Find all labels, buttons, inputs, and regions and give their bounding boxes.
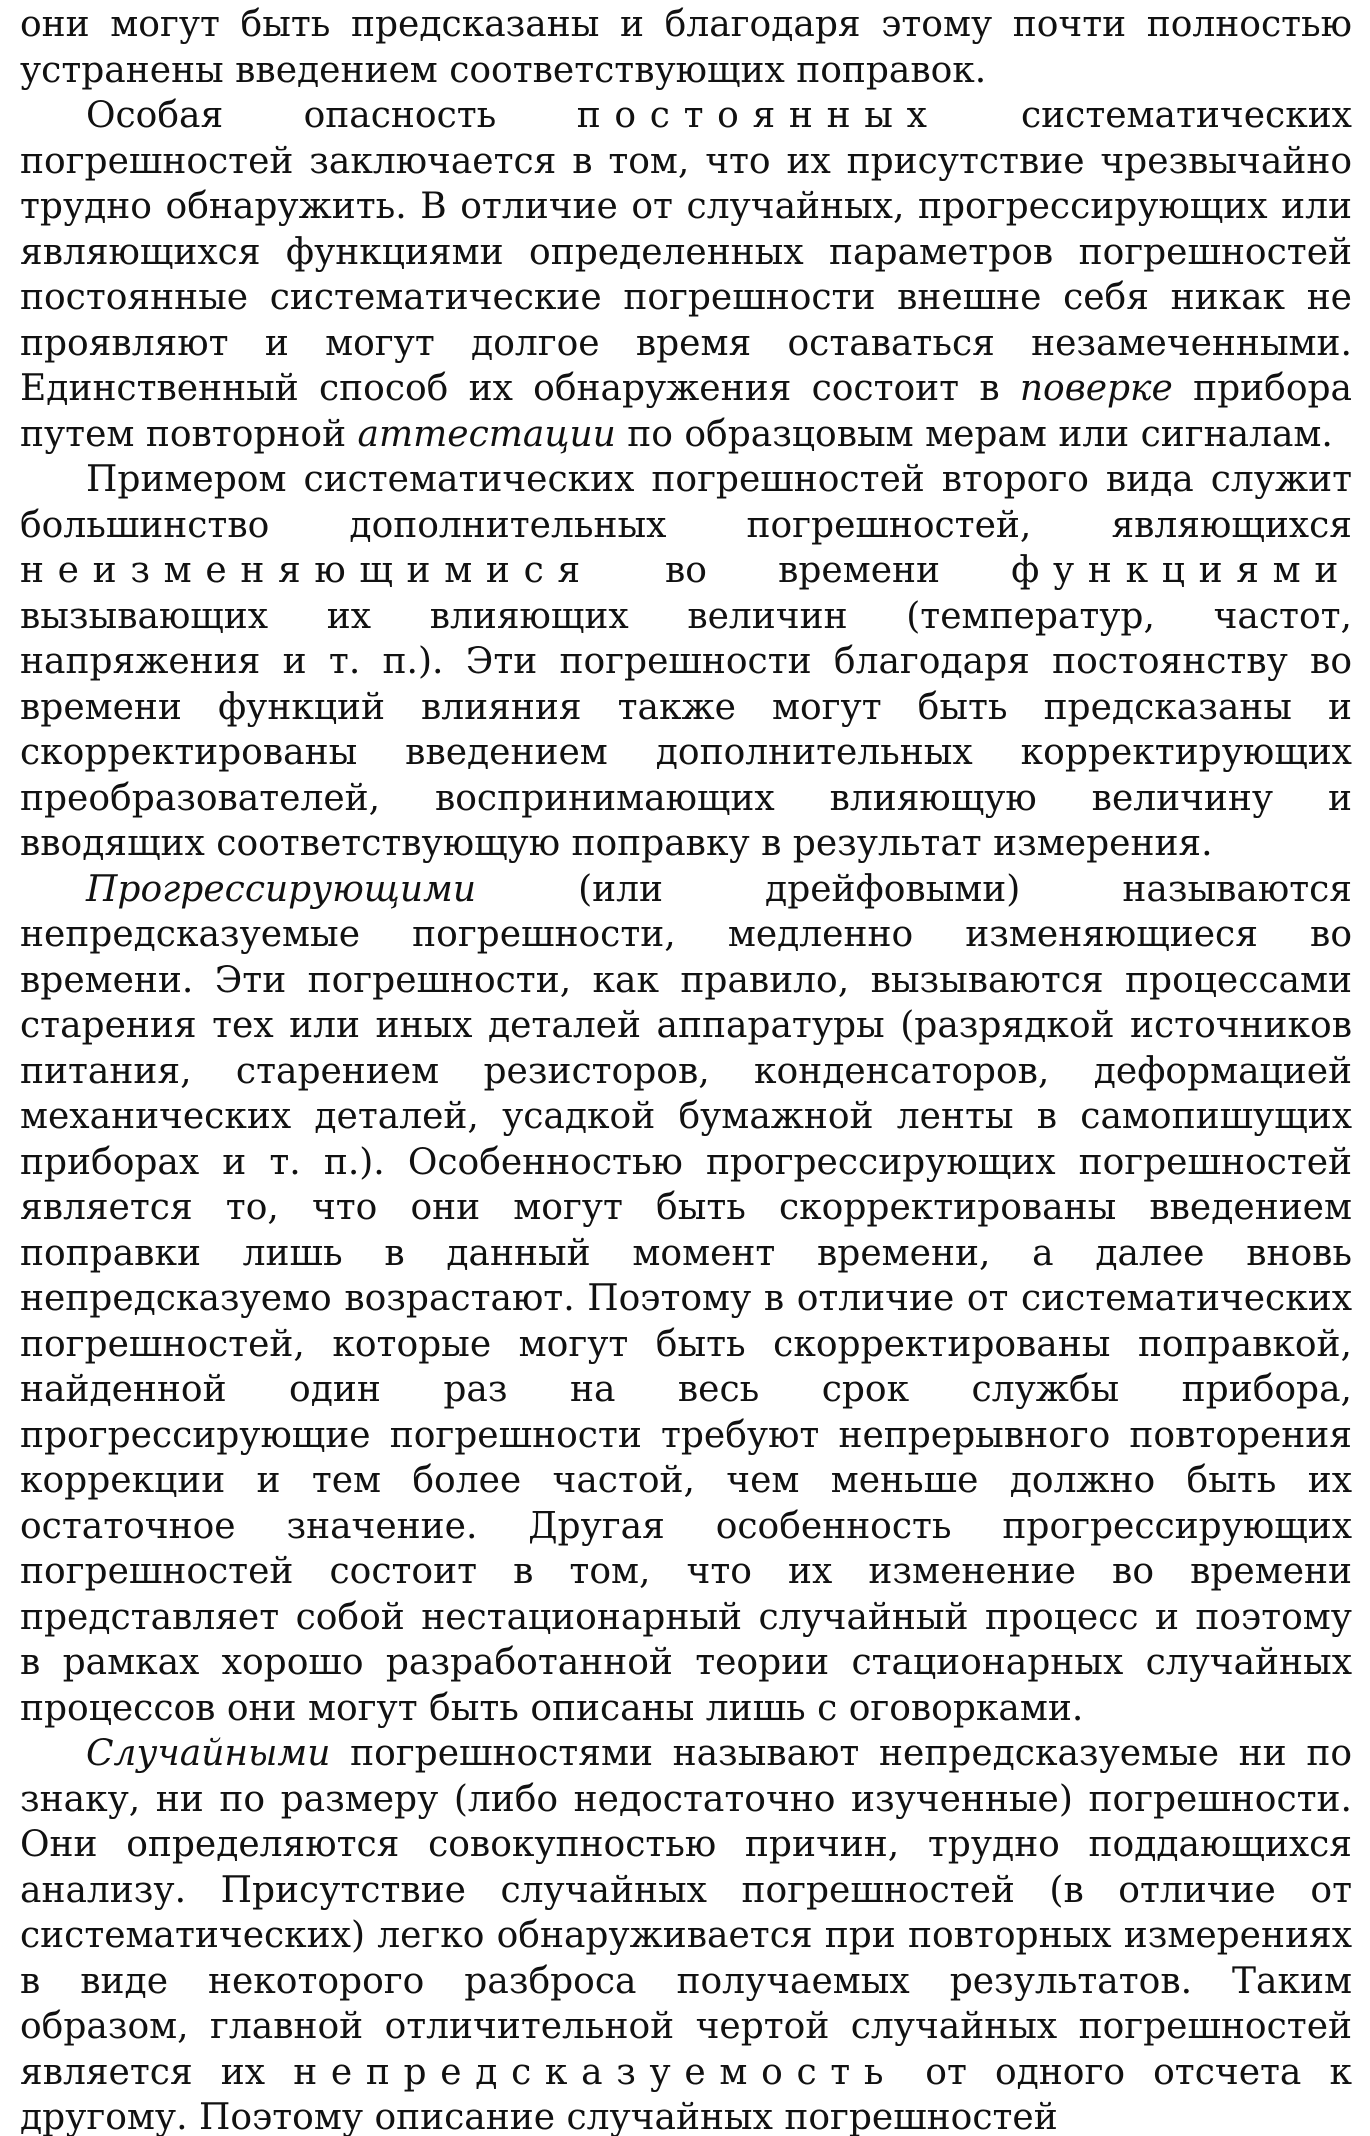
- emphasized-term: функциями: [1011, 550, 1352, 591]
- text-run: Особая опасность: [86, 95, 577, 136]
- text-run: систематических погрешностей заключается в том, что их присутствие чрезвычайно трудно обнаружить. В отличие от случайных, прогрессирующих или являющихся функциями определенных параметров погрешностей постоянные систематические погрешности внешне себя никак не проявляют и могут долгое время оставаться незамеченными. Единственный способ их обнаружения состоит в: [20, 95, 1352, 409]
- italic-term: Случайными: [86, 1733, 331, 1774]
- paragraph-random-errors: [20, 1731, 1352, 2136]
- emphasized-term: неизменяющимися: [20, 550, 594, 591]
- paragraph-second-kind-errors: [20, 457, 1352, 867]
- emphasized-term: непредсказуемость: [293, 2051, 898, 2093]
- text-run: вызывающих их влияющих величин (температур, частот, напряжения и т. п.). Эти погрешности благодаря постоянству во времени функций влияния также могут быть предсказаны и скорректированы введением дополнительных корректирующих преобразователей, воспринимающих влияющую величину и вводящих соответствующую поправку в результат измерения.: [20, 595, 1352, 864]
- paragraph-constant-errors: [20, 93, 1352, 457]
- text-run: от одного отсчета к другому. Поэтому описание случайных погрешностей: [20, 2051, 1352, 2136]
- text-run: погрешностями называют непредсказуемые ни по знаку, ни по размеру (либо недостаточно изученные) погрешности. Они определяются совокупностью причин, трудно поддающихся анализу. Присутствие случайных погрешностей (в отличие от систематических) легко обнаруживается при повторных измерениях в виде некоторого разброса получаемых результатов. Таким образом, главной отличительной чертой случайных погрешностей является их: [20, 1733, 1352, 2093]
- text-run: (или дрейфовыми) называются непредсказуемые погрешности, медленно изменяющиеся во времени. Эти погрешности, как правило, вызываются процессами старения тех или иных деталей аппаратуры (разрядкой источников питания, старением резисторов, конденсаторов, деформацией механических деталей, усадкой бумажной ленты в самопишущих приборах и т. п.). Особенностью прогрессирующих погрешностей является то, что они могут быть скорректированы введением поправки лишь в данный момент времени, а далее вновь непредсказуемо возрастают. Поэтому в отличие от систематических погрешностей, которые могут быть скорректированы поправкой, найденной один раз на весь срок службы прибора, прогрессирующие погрешности требуют непрерывного повторения коррекции и тем более частой, чем меньше должно быть их остаточное значение. Другая особенность прогрессирующих погрешностей состоит в том, что их изменение во времени представляет собой нестационарный случайный процесс и поэтому в рамках хорошо разработанной теории стационарных случайных процессов они могут быть описаны лишь с оговорками.: [20, 868, 1352, 1729]
- italic-term: Прогрессирующими: [86, 868, 477, 910]
- emphasized-term: постоянных: [576, 95, 941, 136]
- italic-term: поверке: [1019, 368, 1173, 409]
- text-run: они могут быть предсказаны и благодаря этому почти полностью устранены введением соответствующих поправок.: [20, 4, 1352, 91]
- text-run: по образцовым мерам или сигналам.: [615, 413, 1333, 455]
- text-run: прибора путем повторной: [20, 368, 1352, 455]
- paragraph-continuation: [20, 2, 1352, 93]
- text-run: Примером систематических погрешностей второго вида служит большинство дополнительных погрешностей, являющихся: [20, 459, 1352, 546]
- text-run: во времени: [593, 550, 1012, 591]
- paragraph-progressive-errors: [20, 867, 1352, 1732]
- italic-term: аттестации: [357, 413, 616, 455]
